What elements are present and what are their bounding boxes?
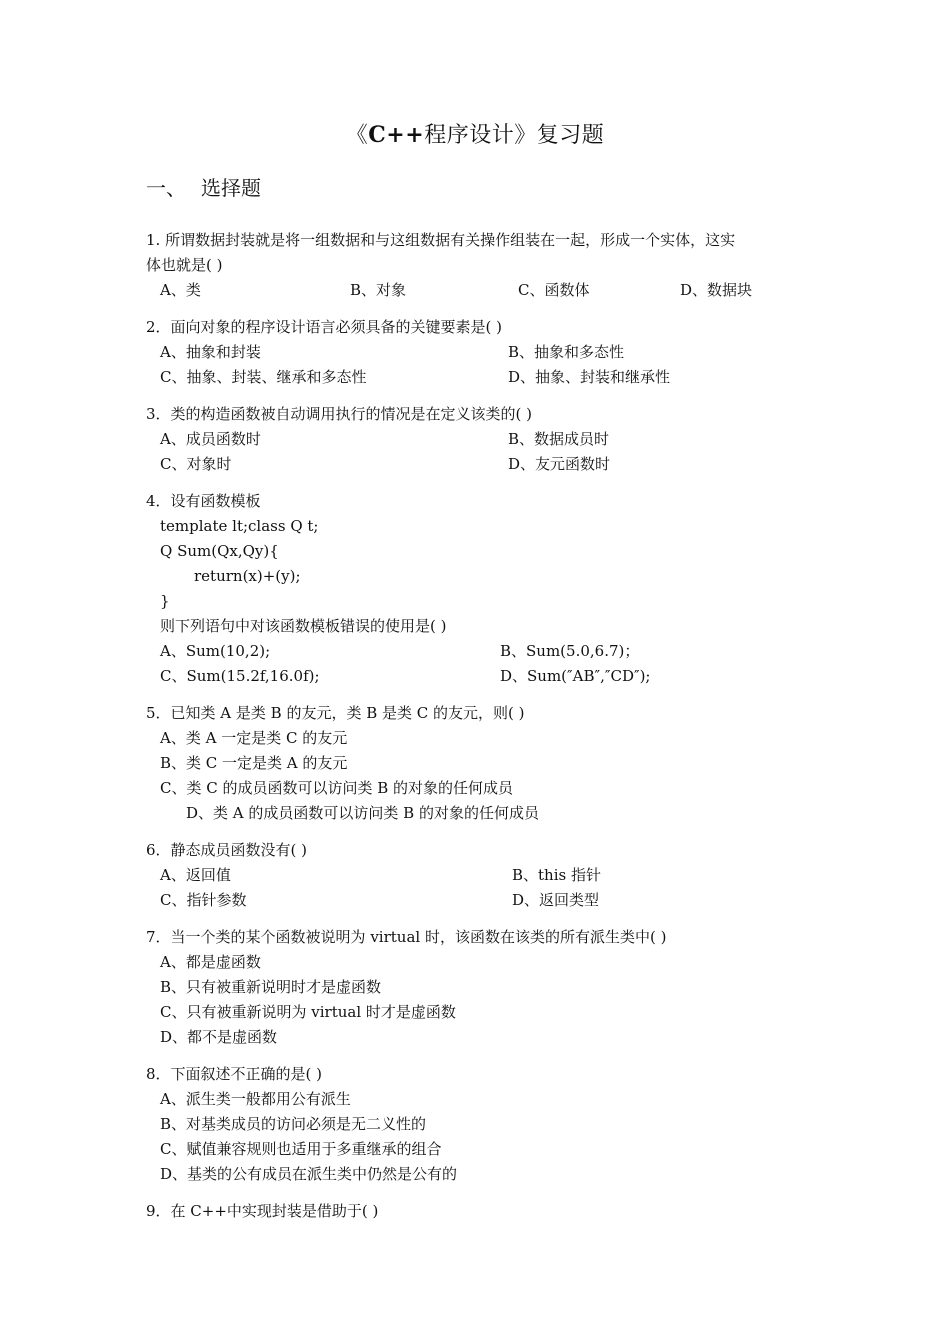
document-title	[0, 118, 950, 149]
q4-option-b: B、Sum(5.0,6.7)；	[500, 642, 640, 660]
q8-option-a: A、派生类一般都用公有派生	[160, 1090, 351, 1108]
q4-option-c: C、Sum(15.2f,16.0f);	[160, 667, 320, 685]
q7-stem: 7．当一个类的某个函数被说明为 virtual 时，该函数在该类的所有派生类中( )	[146, 928, 667, 946]
q6-stem: 6．静态成员函数没有( )	[146, 841, 308, 859]
q4-stem-continued: 则下列语句中对该函数模板错误的使用是( )	[160, 617, 447, 635]
q2-option-b: B、抽象和多态性	[508, 343, 625, 361]
q7-option-d: D、都不是虚函数	[160, 1028, 278, 1046]
section-number: 一、	[146, 176, 186, 200]
q6-option-c: C、指针参数	[160, 891, 247, 909]
q8-option-b: B、对基类成员的访问必须是无二义性的	[160, 1115, 427, 1133]
title-suffix: 程序设计》复习题	[424, 123, 605, 148]
q1-stem-line2: 体也就是( )	[146, 256, 223, 274]
q1-option-d: D、数据块	[680, 281, 753, 299]
q3-option-b: B、数据成员时	[508, 430, 610, 448]
q4-code-line1: template lt;class Q t;	[160, 517, 319, 535]
q5-option-c: C、类 C 的成员函数可以访问类 B 的对象的任何成员	[160, 779, 514, 797]
q7-option-c: C、只有被重新说明为 virtual 时才是虚函数	[160, 1003, 456, 1021]
q8-option-d: D、基类的公有成员在派生类中仍然是公有的	[160, 1165, 458, 1183]
q3-option-d: D、友元函数时	[508, 455, 611, 473]
q7-option-b: B、只有被重新说明时才是虚函数	[160, 978, 382, 996]
q1-stem-line1: 1. 所谓数据封装就是将一组数据和与这组数据有关操作组装在一起，形成一个实体，这实	[146, 231, 736, 249]
q5-option-d: D、类 A 的成员函数可以访问类 B 的对象的任何成员	[186, 804, 539, 822]
q9-stem: 9．在 C++中实现封装是借助于( )	[146, 1202, 379, 1220]
q5-stem: 5．已知类 A 是类 B 的友元，类 B 是类 C 的友元，则( )	[146, 704, 525, 722]
section-heading	[146, 172, 261, 201]
q7-option-a: A、都是虚函数	[160, 953, 261, 971]
q4-stem: 4．设有函数模板	[146, 492, 261, 510]
q6-option-b: B、this 指针	[512, 866, 601, 884]
q5-option-b: B、类 C 一定是类 A 的友元	[160, 754, 348, 772]
title-bold: C++	[368, 122, 425, 148]
q1-option-a: A、类	[160, 281, 201, 299]
q3-option-a: A、成员函数时	[160, 430, 261, 448]
q1-option-c: C、函数体	[518, 281, 590, 299]
q4-option-d: D、Sum(″AB″,″CD″);	[500, 667, 651, 685]
q4-code-line4: }	[160, 592, 170, 610]
section-label: 选择题	[201, 176, 261, 200]
q2-option-d: D、抽象、封装和继承性	[508, 368, 671, 386]
title-prefix: 《	[345, 123, 369, 148]
q8-stem: 8．下面叙述不正确的是( )	[146, 1065, 323, 1083]
q4-code-line2: Q Sum(Qx,Qy){	[160, 542, 279, 560]
q2-option-c: C、抽象、封装、继承和多态性	[160, 368, 367, 386]
q6-option-d: D、返回类型	[512, 891, 600, 909]
q6-option-a: A、返回值	[160, 866, 231, 884]
q4-option-a: A、Sum(10,2);	[160, 642, 271, 660]
q8-option-c: C、赋值兼容规则也适用于多重继承的组合	[160, 1140, 442, 1158]
q3-option-c: C、对象时	[160, 455, 232, 473]
q3-stem: 3．类的构造函数被自动调用执行的情况是在定义该类的( )	[146, 405, 533, 423]
q1-option-b: B、对象	[350, 281, 407, 299]
q4-code-line3: return(x)+(y);	[194, 567, 301, 585]
q2-option-a: A、抽象和封装	[160, 343, 261, 361]
q5-option-a: A、类 A 一定是类 C 的友元	[160, 729, 348, 747]
q2-stem: 2．面向对象的程序设计语言必须具备的关键要素是( )	[146, 318, 503, 336]
